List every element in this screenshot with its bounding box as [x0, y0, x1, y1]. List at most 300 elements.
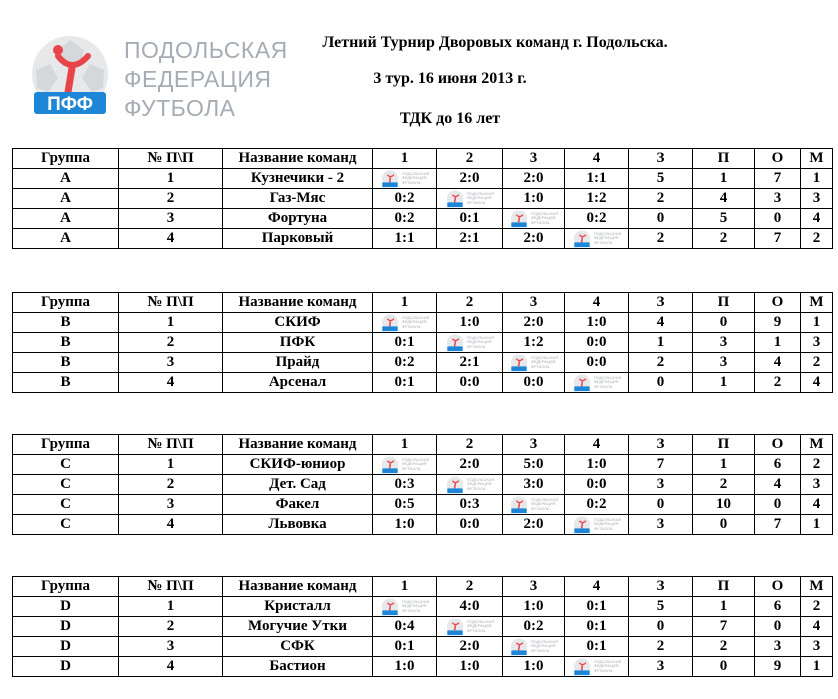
- match-score: 2:0: [437, 455, 503, 475]
- mini-federation-logo-icon: [572, 658, 622, 676]
- place: 1: [801, 515, 833, 535]
- goals-scored: 2: [629, 189, 693, 209]
- goals-scored: 2: [629, 229, 693, 249]
- points: 9: [755, 313, 801, 333]
- mini-logo-line: ПОДОЛЬСКАЯ: [466, 476, 495, 482]
- mini-logo-line: ФЕДЕРАЦИЯ: [593, 663, 619, 669]
- goals-conceded: 0: [693, 515, 755, 535]
- place: 3: [801, 189, 833, 209]
- team-number: 4: [119, 657, 223, 677]
- group-letter: B: [13, 353, 119, 373]
- match-score: 0:1: [565, 637, 629, 657]
- match-score: 0:1: [373, 373, 437, 393]
- match-score: 1:0: [503, 189, 565, 209]
- mini-logo-line: ФУТБОЛА: [401, 465, 421, 471]
- goals-conceded: 1: [693, 597, 755, 617]
- team-number: 2: [119, 475, 223, 495]
- goals-scored: 4: [629, 313, 693, 333]
- self-match-cell: [437, 475, 503, 495]
- self-match-cell: [503, 637, 565, 657]
- mini-logo-text: [467, 336, 495, 350]
- column-header: 2: [437, 577, 503, 597]
- match-score: 0:5: [373, 495, 437, 515]
- place: 1: [801, 657, 833, 677]
- mini-federation-logo-icon: [572, 516, 622, 534]
- goals-conceded: 3: [693, 333, 755, 353]
- team-name: Кузнечики - 2: [223, 169, 373, 189]
- column-header: 1: [373, 435, 437, 455]
- mini-logo-line: ФУТБОЛА: [593, 525, 613, 531]
- points: 9: [755, 657, 801, 677]
- match-score: 0:4: [373, 617, 437, 637]
- team-number: 3: [119, 495, 223, 515]
- match-score: 0:2: [565, 495, 629, 515]
- place: 2: [801, 229, 833, 249]
- column-header: П: [693, 293, 755, 313]
- group-letter: B: [13, 313, 119, 333]
- mini-logo-line: ПОДОЛЬСКАЯ: [593, 230, 622, 236]
- points: 7: [755, 169, 801, 189]
- column-header: Название команд: [223, 149, 373, 169]
- column-header: 4: [565, 577, 629, 597]
- points: 7: [755, 515, 801, 535]
- table-row: [13, 617, 833, 637]
- team-number: 3: [119, 209, 223, 229]
- team-name: Бастион: [223, 657, 373, 677]
- match-score: 2:0: [503, 229, 565, 249]
- goals-conceded: 2: [693, 637, 755, 657]
- place: 2: [801, 455, 833, 475]
- self-match-cell: [373, 313, 437, 333]
- column-header: Группа: [13, 577, 119, 597]
- match-score: 0:3: [437, 495, 503, 515]
- match-score: 0:0: [437, 515, 503, 535]
- goals-conceded: 2: [693, 229, 755, 249]
- group-letter: C: [13, 455, 119, 475]
- mini-federation-logo-icon: [572, 230, 622, 248]
- column-header: 4: [565, 149, 629, 169]
- tournament-title: Летний Турнир Дворовых команд г. Подольска.: [322, 34, 668, 51]
- goals-conceded: 4: [693, 189, 755, 209]
- mini-logo-line: ФЕДЕРАЦИЯ: [466, 623, 492, 629]
- match-score: 2:1: [437, 229, 503, 249]
- goals-conceded: 1: [693, 169, 755, 189]
- group-letter: A: [13, 209, 119, 229]
- column-header: М: [801, 293, 833, 313]
- mini-logo-line: ФУТБОЛА: [401, 179, 421, 185]
- points: 4: [755, 353, 801, 373]
- column-header: Название команд: [223, 577, 373, 597]
- goals-scored: 0: [629, 209, 693, 229]
- column-header: 1: [373, 293, 437, 313]
- mini-logo-line: ФУТБОЛА: [401, 607, 421, 613]
- match-score: 1:0: [565, 313, 629, 333]
- column-header: О: [755, 577, 801, 597]
- column-header: 2: [437, 293, 503, 313]
- match-score: 5:0: [503, 455, 565, 475]
- table-row: [13, 189, 833, 209]
- mini-logo-text: [531, 212, 559, 226]
- self-match-cell: [373, 597, 437, 617]
- match-score: 0:2: [565, 209, 629, 229]
- mini-logo-text: [402, 600, 430, 614]
- mini-logo-line: ФУТБОЛА: [593, 667, 613, 673]
- mini-logo-line: ФЕДЕРАЦИЯ: [530, 643, 556, 649]
- mini-logo-text: [594, 232, 622, 246]
- mini-logo-line: ПОДОЛЬСКАЯ: [401, 170, 430, 176]
- team-name: Газ-Мяс: [223, 189, 373, 209]
- team-name: Фортуна: [223, 209, 373, 229]
- team-name: Арсенал: [223, 373, 373, 393]
- group-table: [12, 576, 833, 677]
- team-name: Факел: [223, 495, 373, 515]
- logo-line-2: ФЕДЕРАЦИЯ: [124, 66, 272, 92]
- group-letter: D: [13, 657, 119, 677]
- points: 2: [755, 373, 801, 393]
- goals-scored: 7: [629, 455, 693, 475]
- column-header: П: [693, 435, 755, 455]
- column-header: Группа: [13, 293, 119, 313]
- column-header: 2: [437, 149, 503, 169]
- match-score: 0:1: [437, 209, 503, 229]
- points: 6: [755, 597, 801, 617]
- match-score: 2:0: [437, 169, 503, 189]
- group-letter: D: [13, 617, 119, 637]
- column-header: М: [801, 577, 833, 597]
- group-table: [12, 434, 833, 535]
- points: 0: [755, 495, 801, 515]
- match-score: 0:0: [565, 353, 629, 373]
- self-match-cell: [565, 229, 629, 249]
- mini-logo-line: ФУТБОЛА: [466, 485, 486, 491]
- team-name: СФК: [223, 637, 373, 657]
- team-name: Дет. Сад: [223, 475, 373, 495]
- self-match-cell: [373, 455, 437, 475]
- points: 3: [755, 637, 801, 657]
- self-match-cell: [373, 169, 437, 189]
- mini-logo-line: ФЕДЕРАЦИЯ: [466, 339, 492, 345]
- team-name: Кристалл: [223, 597, 373, 617]
- mini-logo-line: ФУТБОЛА: [530, 647, 550, 653]
- mini-logo-text: [467, 620, 495, 634]
- mini-logo-text: [467, 478, 495, 492]
- mini-federation-logo-icon: [445, 476, 495, 494]
- goals-conceded: 2: [693, 475, 755, 495]
- points: 3: [755, 189, 801, 209]
- mini-federation-logo-icon: [380, 456, 430, 474]
- place: 1: [801, 313, 833, 333]
- mini-federation-logo-icon: [509, 210, 559, 228]
- team-number: 1: [119, 313, 223, 333]
- mini-logo-line: ПОДОЛЬСКАЯ: [593, 516, 622, 522]
- column-header: З: [629, 293, 693, 313]
- goals-scored: 5: [629, 597, 693, 617]
- team-number: 4: [119, 229, 223, 249]
- match-score: 0:3: [373, 475, 437, 495]
- column-header: М: [801, 149, 833, 169]
- match-score: 0:0: [437, 373, 503, 393]
- match-score: 2:0: [503, 515, 565, 535]
- match-score: 2:0: [437, 637, 503, 657]
- mini-federation-logo-icon: [445, 190, 495, 208]
- mini-logo-text: [531, 356, 559, 370]
- team-name: СКИФ-юниор: [223, 455, 373, 475]
- match-score: 0:2: [373, 189, 437, 209]
- table-row: [13, 515, 833, 535]
- goals-conceded: 1: [693, 373, 755, 393]
- mini-logo-line: ФЕДЕРАЦИЯ: [593, 521, 619, 527]
- table-row: [13, 637, 833, 657]
- mini-logo-text: [402, 458, 430, 472]
- match-score: 1:0: [437, 313, 503, 333]
- team-number: 4: [119, 515, 223, 535]
- team-name: Парковый: [223, 229, 373, 249]
- mini-logo-line: ФУТБОЛА: [593, 239, 613, 245]
- team-name: ПФК: [223, 333, 373, 353]
- mini-logo-line: ФЕДЕРАЦИЯ: [593, 379, 619, 385]
- self-match-cell: [437, 189, 503, 209]
- column-header: Название команд: [223, 435, 373, 455]
- table-row: [13, 353, 833, 373]
- mini-logo-line: ФУТБОЛА: [530, 219, 550, 225]
- table-row: [13, 455, 833, 475]
- table-row: [13, 657, 833, 677]
- self-match-cell: [437, 333, 503, 353]
- team-number: 3: [119, 637, 223, 657]
- place: 4: [801, 209, 833, 229]
- goals-conceded: 3: [693, 353, 755, 373]
- round-date: 3 тур. 16 июня 2013 г.: [373, 70, 527, 87]
- table-header-row: [13, 149, 833, 169]
- goals-scored: 3: [629, 515, 693, 535]
- mini-logo-text: [467, 192, 495, 206]
- match-score: 0:0: [503, 373, 565, 393]
- column-header: О: [755, 293, 801, 313]
- goals-conceded: 7: [693, 617, 755, 637]
- goals-scored: 1: [629, 333, 693, 353]
- goals-scored: 0: [629, 495, 693, 515]
- self-match-cell: [503, 209, 565, 229]
- mini-logo-line: ФУТБОЛА: [401, 323, 421, 329]
- table-header-row: [13, 293, 833, 313]
- mini-logo-line: ПОДОЛЬСКАЯ: [530, 638, 559, 644]
- mini-logo-line: ПОДОЛЬСКАЯ: [401, 314, 430, 320]
- goals-conceded: 1: [693, 455, 755, 475]
- goals-scored: 2: [629, 637, 693, 657]
- team-number: 1: [119, 169, 223, 189]
- mini-federation-logo-icon: [445, 618, 495, 636]
- mini-logo-line: ПОДОЛЬСКАЯ: [593, 658, 622, 664]
- column-header: 2: [437, 435, 503, 455]
- mini-logo-line: ФУТБОЛА: [466, 343, 486, 349]
- mini-logo-text: [402, 316, 430, 330]
- mini-logo-line: ФУТБОЛА: [530, 505, 550, 511]
- mini-logo-line: ФЕДЕРАЦИЯ: [530, 359, 556, 365]
- self-match-cell: [437, 617, 503, 637]
- points: 7: [755, 229, 801, 249]
- column-header: 1: [373, 149, 437, 169]
- table-row: [13, 373, 833, 393]
- team-number: 4: [119, 373, 223, 393]
- mini-federation-logo-icon: [572, 374, 622, 392]
- mini-logo-text: [594, 376, 622, 390]
- mini-federation-logo-icon: [509, 638, 559, 656]
- column-header: № П\П: [119, 149, 223, 169]
- column-header: З: [629, 435, 693, 455]
- table-row: [13, 333, 833, 353]
- points: 0: [755, 617, 801, 637]
- mini-logo-text: [531, 640, 559, 654]
- mini-logo-text: [402, 172, 430, 186]
- match-score: 1:0: [373, 515, 437, 535]
- team-name: СКИФ: [223, 313, 373, 333]
- mini-logo-line: ФУТБОЛА: [466, 627, 486, 633]
- match-score: 0:1: [565, 617, 629, 637]
- place: 2: [801, 597, 833, 617]
- column-header: З: [629, 149, 693, 169]
- mini-logo-line: ФЕДЕРАЦИЯ: [466, 481, 492, 487]
- column-header: П: [693, 577, 755, 597]
- self-match-cell: [565, 515, 629, 535]
- place: 3: [801, 333, 833, 353]
- mini-logo-line: ФЕДЕРАЦИЯ: [401, 319, 427, 325]
- goals-conceded: 0: [693, 313, 755, 333]
- mini-federation-logo-icon: [509, 496, 559, 514]
- table-header-row: [13, 577, 833, 597]
- match-score: 4:0: [437, 597, 503, 617]
- team-name: Прайд: [223, 353, 373, 373]
- place: 4: [801, 495, 833, 515]
- table-row: [13, 475, 833, 495]
- match-score: 0:1: [565, 597, 629, 617]
- match-score: 0:2: [373, 209, 437, 229]
- group-letter: B: [13, 373, 119, 393]
- match-score: 0:0: [565, 475, 629, 495]
- column-header: М: [801, 435, 833, 455]
- column-header: № П\П: [119, 577, 223, 597]
- column-header: 3: [503, 435, 565, 455]
- group-letter: D: [13, 637, 119, 657]
- place: 3: [801, 475, 833, 495]
- group-letter: A: [13, 189, 119, 209]
- match-score: 1:0: [503, 597, 565, 617]
- column-header: Группа: [13, 149, 119, 169]
- soccer-ball-logo-icon: [28, 34, 112, 118]
- table-row: [13, 169, 833, 189]
- mini-logo-line: ФУТБОЛА: [593, 383, 613, 389]
- mini-federation-logo-icon: [380, 170, 430, 188]
- place: 2: [801, 353, 833, 373]
- goals-scored: 5: [629, 169, 693, 189]
- column-header: О: [755, 435, 801, 455]
- column-header: 4: [565, 293, 629, 313]
- points: 1: [755, 333, 801, 353]
- team-name: Львовка: [223, 515, 373, 535]
- match-score: 0:0: [565, 333, 629, 353]
- place: 4: [801, 373, 833, 393]
- group-letter: D: [13, 597, 119, 617]
- mini-logo-line: ФУТБОЛА: [530, 363, 550, 369]
- group-letter: B: [13, 333, 119, 353]
- age-category: ТДК до 16 лет: [399, 110, 501, 127]
- table-row: [13, 229, 833, 249]
- mini-logo-line: ФЕДЕРАЦИЯ: [401, 603, 427, 609]
- logo-wordmark: [124, 36, 288, 123]
- points: 4: [755, 475, 801, 495]
- mini-logo-line: ФЕДЕРАЦИЯ: [530, 215, 556, 221]
- match-score: 1:1: [373, 229, 437, 249]
- goals-scored: 2: [629, 353, 693, 373]
- match-score: 1:2: [503, 333, 565, 353]
- column-header: № П\П: [119, 435, 223, 455]
- goals-scored: 0: [629, 617, 693, 637]
- table-row: [13, 597, 833, 617]
- goals-scored: 3: [629, 657, 693, 677]
- group-letter: C: [13, 495, 119, 515]
- column-header: 1: [373, 577, 437, 597]
- match-score: 2:0: [503, 169, 565, 189]
- group-letter: C: [13, 515, 119, 535]
- column-header: П: [693, 149, 755, 169]
- match-score: 1:1: [565, 169, 629, 189]
- column-header: З: [629, 577, 693, 597]
- mini-federation-logo-icon: [380, 314, 430, 332]
- table-row: [13, 313, 833, 333]
- mini-logo-line: ПОДОЛЬСКАЯ: [466, 334, 495, 340]
- mini-logo-line: ФЕДЕРАЦИЯ: [530, 501, 556, 507]
- mini-logo-line: ФЕДЕРАЦИЯ: [593, 235, 619, 241]
- mini-logo-line: ФЕДЕРАЦИЯ: [401, 175, 427, 181]
- federation-logo: [28, 26, 288, 126]
- group-letter: A: [13, 169, 119, 189]
- mini-logo-line: ПОДОЛЬСКАЯ: [401, 598, 430, 604]
- match-score: 0:2: [503, 617, 565, 637]
- mini-federation-logo-icon: [445, 334, 495, 352]
- column-header: 3: [503, 149, 565, 169]
- self-match-cell: [565, 373, 629, 393]
- mini-logo-text: [594, 660, 622, 674]
- mini-logo-text: [594, 518, 622, 532]
- match-score: 1:0: [503, 657, 565, 677]
- match-score: 2:1: [437, 353, 503, 373]
- group-letter: A: [13, 229, 119, 249]
- team-number: 2: [119, 333, 223, 353]
- mini-logo-line: ПОДОЛЬСКАЯ: [466, 618, 495, 624]
- goals-scored: 0: [629, 373, 693, 393]
- column-header: О: [755, 149, 801, 169]
- self-match-cell: [503, 353, 565, 373]
- mini-logo-line: ПОДОЛЬСКАЯ: [466, 190, 495, 196]
- column-header: № П\П: [119, 293, 223, 313]
- goals-conceded: 0: [693, 657, 755, 677]
- match-score: 0:1: [373, 333, 437, 353]
- column-header: 3: [503, 293, 565, 313]
- mini-logo-line: ПОДОЛЬСКАЯ: [593, 374, 622, 380]
- column-header: 3: [503, 577, 565, 597]
- points: 6: [755, 455, 801, 475]
- mini-logo-line: ФУТБОЛА: [466, 199, 486, 205]
- table-row: [13, 495, 833, 515]
- goals-conceded: 5: [693, 209, 755, 229]
- group-table: [12, 148, 833, 249]
- match-score: 1:0: [565, 455, 629, 475]
- column-header: 4: [565, 435, 629, 455]
- team-number: 2: [119, 189, 223, 209]
- table-header-row: [13, 435, 833, 455]
- team-number: 1: [119, 455, 223, 475]
- table-row: [13, 209, 833, 229]
- group-letter: C: [13, 475, 119, 495]
